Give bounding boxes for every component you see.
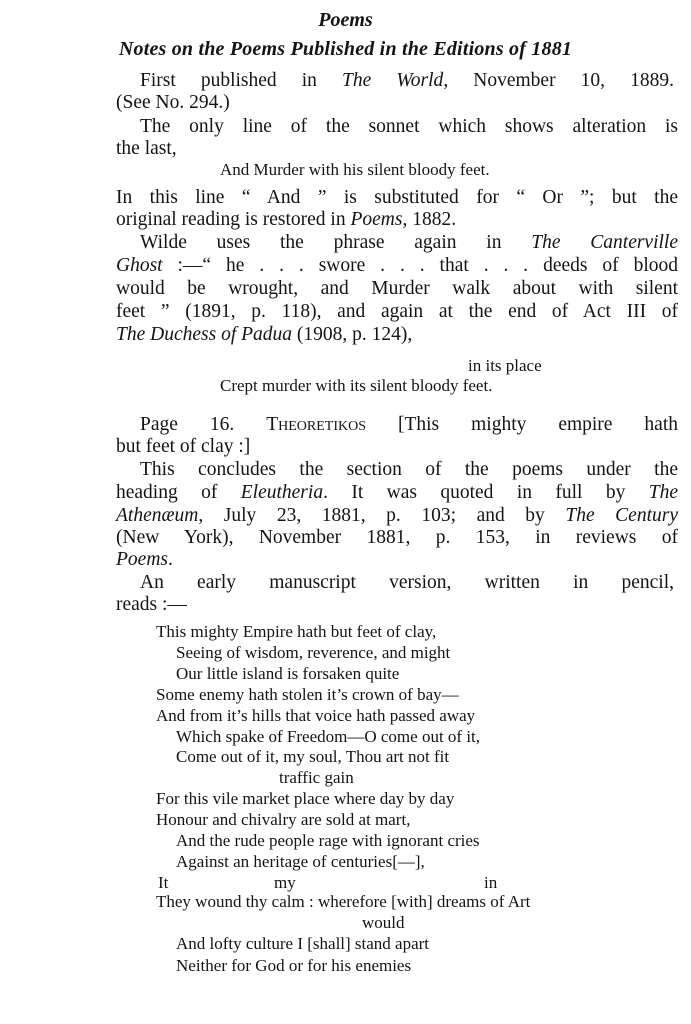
verse-line: And the rude people rage with ignorant cries [176, 831, 480, 850]
text-line: (New York), November 1881, p. 153, in reviews of [116, 527, 678, 548]
verse-interlinear: traffic gain [279, 768, 354, 787]
verse-interlinear: my [274, 873, 296, 892]
verse-interlinear: It [158, 873, 169, 892]
text-line: Poems. [116, 549, 173, 570]
text-line: Athenæum, July 23, 1881, p. 103; and by The Century [116, 505, 678, 526]
text-line: In this line “ And ” is substituted for “ Or ”; but the [116, 187, 678, 208]
text-line: feet ” (1891, p. 118), and again at the end of Act III of [116, 301, 678, 322]
section-title: Notes on the Poems Published in the Editions of 1881 [118, 38, 573, 60]
text-line: The Duchess of Padua (1908, p. 124), [116, 324, 413, 345]
text-line: Wilde uses the phrase again in The Canterville [140, 232, 678, 253]
verse-line: Seeing of wisdom, reverence, and might [176, 643, 451, 662]
verse-line: Our little island is forsaken quite [176, 664, 400, 683]
text-line: The only line of the sonnet which shows alteration is [140, 116, 678, 137]
text-line: An early manuscript version, written in pencil, [140, 572, 674, 593]
verse-line: Against an heritage of centuries[—], [176, 852, 425, 871]
verse-line: Honour and chivalry are sold at mart, [156, 810, 411, 829]
verse-line: And lofty culture I [shall] stand apart [176, 934, 430, 953]
text-line: the last, [116, 138, 177, 159]
quotation: in its place [468, 356, 542, 375]
small-caps-title: Theoretikos [266, 414, 367, 435]
text-line: reads :— [116, 594, 187, 615]
verse-line: Neither for God or for his enemies [176, 956, 412, 975]
verse-interlinear: in [484, 873, 498, 892]
quotation: Crept murder with its silent bloody feet. [220, 376, 493, 395]
text-line: heading of Eleutheria. It was quoted in full by The [116, 482, 678, 503]
text-line: but feet of clay :] [116, 436, 251, 457]
running-head: Poems [318, 9, 373, 31]
text-line: original reading is restored in Poems, 1882. [116, 209, 457, 230]
verse-line: This mighty Empire hath but feet of clay, [156, 622, 437, 641]
verse-line: Which spake of Freedom—O come out of it, [176, 727, 481, 746]
text-line: First published in The World, November 10, 1889. [140, 70, 674, 91]
verse-line: Some enemy hath stolen it’s crown of bay— [156, 685, 459, 704]
verse-line: And from it’s hills that voice hath passed away [156, 706, 476, 725]
text-line: This concludes the section of the poems under the [140, 459, 678, 480]
text-line: (See No. 294.) [116, 92, 230, 113]
quotation: And Murder with his silent bloody feet. [220, 160, 490, 179]
verse-line: They wound thy calm : wherefore [with] dreams of Art [156, 892, 531, 911]
verse-line: For this vile market place where day by day [156, 789, 455, 808]
text-line: Ghost :—“ he . . . swore . . . that . . . deeds of blood [116, 255, 678, 276]
text-line: would be wrought, and Murder walk about with silent [116, 278, 678, 299]
verse-line: Come out of it, my soul, Thou art not fit [176, 747, 450, 766]
text-line: Page 16. Theoretikos [This mighty empire hath [140, 414, 678, 435]
verse-interlinear: would [362, 913, 405, 932]
